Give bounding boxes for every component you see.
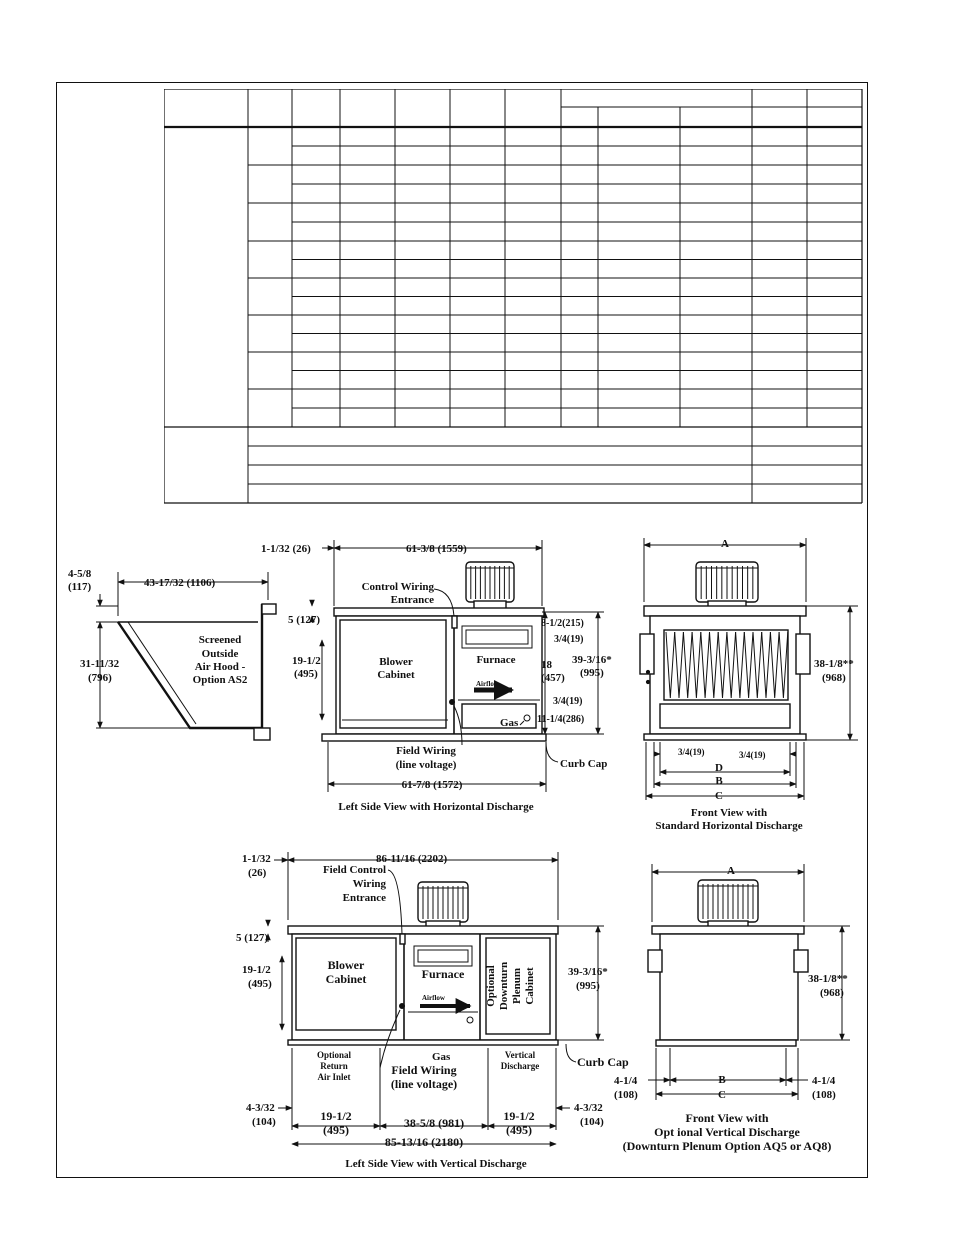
lv-height-b: (995)	[576, 980, 600, 992]
lv-airflow: Airflow	[422, 994, 445, 1002]
lv-dim-5: 5 (127)	[236, 932, 269, 944]
lh-control-wiring-2: Entrance	[390, 594, 434, 606]
fv-dim-a: A	[727, 865, 735, 877]
fh-dim-c: C	[715, 790, 723, 802]
fv-dim-c: C	[718, 1089, 726, 1101]
lv-field-control-1: Field Control	[322, 864, 386, 876]
fh-dim-b: B	[715, 775, 723, 787]
lv-return-1: Optional	[316, 1050, 352, 1060]
lv-vertical-2: Discharge	[500, 1061, 540, 1071]
lv-plenum-2: Downturn	[498, 961, 510, 1011]
lh-rdim-5: 11-1/4(286)	[537, 714, 585, 725]
lv-dim-19b: (495)	[248, 978, 272, 990]
front-vertical-view	[614, 864, 850, 1153]
lh-dim-19b: (495)	[294, 668, 318, 680]
hood-height-dim-b: (796)	[88, 672, 112, 684]
lh-field-wiring-1: Field Wiring	[396, 745, 456, 757]
fv-dim-l-b: (108)	[614, 1089, 638, 1101]
lv-field-wiring-1: Field Wiring	[391, 1063, 457, 1077]
lh-field-wiring-2: (line voltage)	[395, 759, 457, 771]
lh-furnace: Furnace	[476, 654, 516, 666]
lv-plenum-3: Plenum	[511, 967, 523, 1005]
lh-gas: Gas	[500, 717, 519, 729]
fv-dim-r-b: (108)	[812, 1089, 836, 1101]
lv-dim-mid: 38-5/8 (981)	[403, 1116, 465, 1130]
lv-dim-total: 85-13/16 (2180)	[384, 1135, 464, 1149]
lv-dim-bl-b: (495)	[323, 1123, 349, 1137]
lh-height-a: 39-3/16*	[572, 654, 612, 666]
lv-dim-l-b: (104)	[252, 1116, 276, 1128]
lv-offset-b: (26)	[248, 867, 267, 879]
lv-dim-r-b: (104)	[580, 1116, 604, 1128]
lh-rdim-2: 3/4(19)	[554, 634, 584, 645]
lv-curb-cap: Curb Cap	[577, 1055, 629, 1069]
lv-plenum-1: Optional	[485, 965, 497, 1007]
lh-caption: Left Side View with Horizontal Discharge	[338, 801, 534, 813]
lh-dim-5: 5 (127)	[288, 614, 321, 626]
hood-label-3: Air Hood -	[194, 661, 246, 673]
fv-caption-1: Front View with	[685, 1111, 769, 1125]
lv-blower-2: Cabinet	[325, 972, 367, 986]
fv-caption-2: Opt ional Vertical Discharge	[654, 1125, 800, 1139]
lv-blower-1: Blower	[327, 958, 365, 972]
lh-blower-2: Cabinet	[377, 669, 415, 681]
lh-rdim-3b: (457)	[541, 672, 565, 684]
fh-dim-l: 3/4(19)	[678, 747, 705, 757]
hood-height-dim-a: 31-11/32	[80, 658, 120, 670]
lh-rdim-1: 8-1/2(215)	[541, 618, 584, 629]
outside-air-hood-view	[68, 568, 276, 740]
lh-blower-1: Blower	[379, 656, 413, 668]
fh-caption-1: Front View with	[690, 807, 768, 819]
lh-curb-cap: Curb Cap	[560, 758, 608, 770]
lv-gas: Gas	[432, 1051, 451, 1063]
lv-plenum-4: Cabinet	[524, 967, 536, 1005]
lv-dim-bl-a: 19-1/2	[320, 1109, 352, 1123]
lv-dim-br-a: 19-1/2	[503, 1109, 535, 1123]
lh-rdim-3a: 18	[541, 659, 552, 671]
fh-dim-d: D	[715, 762, 723, 774]
fh-height-a: 38-1/8**	[814, 658, 854, 670]
hood-label-1: Screened	[198, 634, 242, 646]
fv-dim-l-a: 4-1/4	[614, 1075, 638, 1087]
fv-dim-r-a: 4-1/4	[812, 1075, 836, 1087]
lv-field-wiring-2: (line voltage)	[390, 1077, 458, 1091]
lv-caption: Left Side View with Vertical Discharge	[345, 1158, 527, 1170]
left-side-vertical-view	[236, 852, 629, 1170]
lh-rdim-4: 3/4(19)	[553, 696, 583, 707]
lv-top-dim: 86-11/16 (2202)	[376, 853, 448, 865]
lh-bottom-dim: 61-7/8 (1572)	[401, 779, 463, 791]
lh-airflow: Airflow	[476, 680, 499, 688]
lh-top-dim: 61-3/8 (1559)	[406, 543, 467, 555]
hood-top-dim-b: (117)	[68, 581, 92, 593]
hood-width-dim: 43-17/32 (1106)	[144, 577, 216, 589]
lv-field-control-3: Entrance	[342, 892, 386, 904]
lh-control-wiring-1: Control Wiring	[361, 581, 434, 593]
lv-return-2: Return	[320, 1061, 348, 1071]
lh-height-b: (995)	[580, 667, 604, 679]
fv-height-a: 38-1/8**	[808, 973, 848, 985]
fv-dim-b: B	[718, 1074, 726, 1086]
fh-dim-r: 3/4(19)	[739, 750, 766, 760]
fv-caption-3: (Downturn Plenum Option AQ5 or AQ8)	[622, 1139, 832, 1153]
lh-offset-dim: 1-1/32 (26)	[261, 543, 311, 555]
fh-dim-a: A	[721, 538, 729, 550]
fh-caption-2: Standard Horizontal Discharge	[655, 820, 803, 832]
lh-dim-19a: 19-1/2	[292, 655, 321, 667]
left-side-horizontal-view	[261, 540, 612, 813]
lv-dim-19a: 19-1/2	[242, 964, 271, 976]
lv-offset-a: 1-1/32	[242, 853, 271, 865]
fv-height-b: (968)	[820, 987, 844, 999]
hood-top-dim-a: 4-5/8	[68, 568, 92, 580]
lv-field-control-2: Wiring	[352, 878, 386, 890]
hood-label-4: Option AS2	[192, 674, 248, 686]
lv-furnace: Furnace	[421, 967, 465, 981]
fh-height-b: (968)	[822, 672, 846, 684]
lv-vertical-1: Vertical	[504, 1050, 536, 1060]
lv-dim-l-a: 4-3/32	[246, 1102, 275, 1114]
lv-height-a: 39-3/16*	[568, 966, 608, 978]
lv-dim-br-b: (495)	[506, 1123, 532, 1137]
lv-return-3: Air Inlet	[317, 1072, 351, 1082]
lv-dim-r-a: 4-3/32	[574, 1102, 603, 1114]
front-horizontal-view	[640, 538, 858, 832]
hood-label-2: Outside	[201, 648, 239, 660]
